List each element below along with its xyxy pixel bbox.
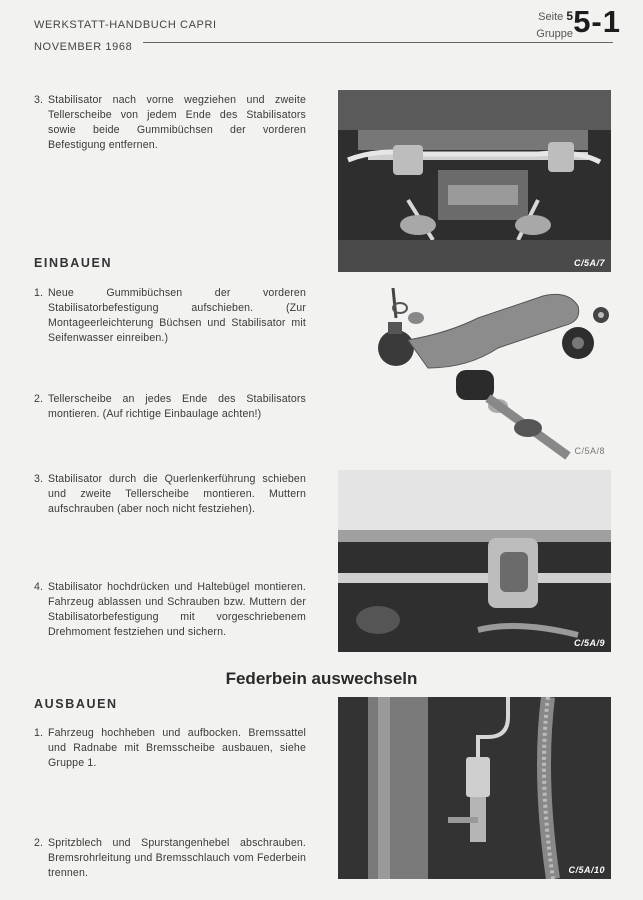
page-number: 5 (566, 9, 573, 23)
step-text: Stabilisator hochdrücken und Haltebügel montieren. Fahrzeug ablassen und Schrauben bzw. Muttern der Stabilisatorbefestigung mit vorgeschriebenem Drehmoment festziehen und sichern. (48, 581, 306, 638)
step-text: Stabilisator durch die Querlenkerführung schieben und zweite Tellerscheibe montieren. Muttern aufschrauben (aber noch nicht festziehen). (48, 473, 306, 515)
header-page-info (536, 8, 573, 43)
step-number: 1. (34, 727, 44, 739)
step-number: 1. (34, 287, 44, 299)
step-number: 3. (34, 473, 44, 485)
figure-caption: C/5A/10 (568, 865, 605, 875)
step-number: 2. (34, 393, 44, 405)
figure-caption: C/5A/9 (573, 638, 605, 648)
step-text: Stabilisator nach vorne wegziehen und zweite Tellerscheibe von jedem Ende des Stabilisators sowie beide Gummibüchsen der vorderen Befestigung entfernen. (48, 94, 306, 151)
step-install-2 (34, 392, 306, 422)
heading-einbauen: EINBAUEN (34, 256, 113, 270)
section-number: 5-1 (573, 4, 621, 39)
manual-title: WERKSTATT-HANDBUCH CAPRI (34, 19, 217, 31)
figure-parts-photo (338, 278, 611, 460)
step-install-3 (34, 472, 306, 517)
step-number: 2. (34, 837, 44, 849)
figure-caption: C/5A/7 (573, 258, 605, 268)
step-install-1 (34, 286, 306, 346)
step-remove-2 (34, 836, 306, 881)
heading-ausbauen: AUSBAUEN (34, 697, 118, 711)
figure-bracket-photo (338, 470, 611, 652)
figure-underbody-photo (338, 90, 611, 272)
issue-date: NOVEMBER 1968 (34, 41, 133, 53)
step-text: Neue Gummibüchsen der vorderen Stabilisatorbefestigung aufschieben. (Zur Montageerleichterung Büchsen und Stabilisator mit Seifenwasser einreiben.) (48, 287, 306, 344)
step-number: 3. (34, 94, 44, 106)
step-install-4 (34, 580, 306, 640)
step-number: 4. (34, 581, 44, 593)
step-remove-1 (34, 726, 306, 771)
figure-caption: C/5A/8 (574, 446, 605, 456)
step-remove-stabilizer (34, 93, 306, 153)
header-left (34, 14, 217, 58)
step-text: Spritzblech und Spurstangenhebel abschrauben. Bremsrohrleitung und Bremsschlauch vom Federbein trennen. (48, 837, 306, 879)
section-title: Federbein auswechseln (225, 669, 418, 688)
figure-brakeline-photo (338, 697, 611, 879)
step-text: Fahrzeug hochheben und aufbocken. Bremssattel und Radnabe mit Bremsscheibe ausbauen, siehe Gruppe 1. (48, 727, 306, 769)
group-label: Gruppe (536, 28, 573, 40)
step-text: Tellerscheibe an jedes Ende des Stabilisators montieren. (Auf richtige Einbaulage achten!) (48, 393, 306, 420)
page-label: Seite (538, 11, 564, 23)
